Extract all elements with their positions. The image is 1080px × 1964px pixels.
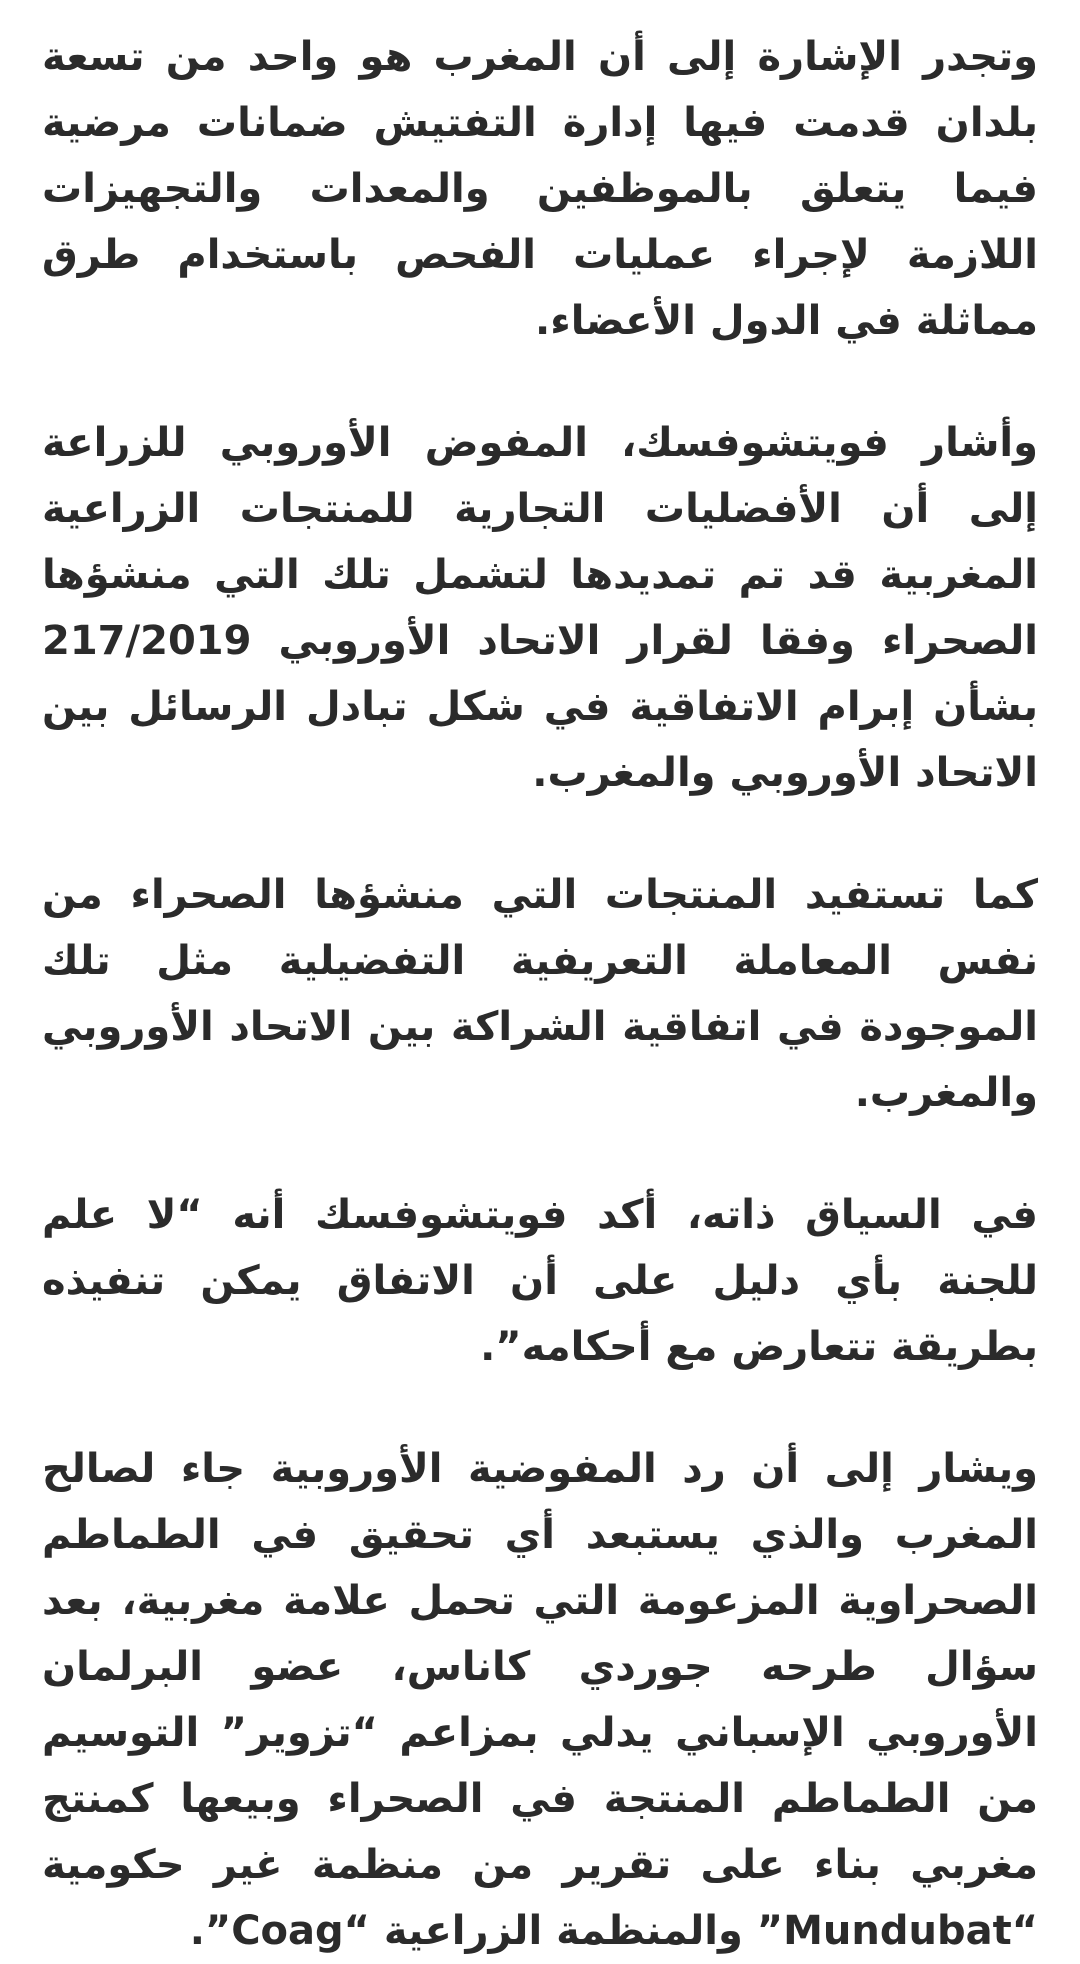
article-paragraph: كما تستفيد المنتجات التي منشؤها الصحراء من نفس المعاملة التعريفية التفضيلية مثل تلك الموجودة في اتفاقية الشراكة بين الاتحاد الأوروبي والمغرب.	[42, 872, 1038, 1116]
article-paragraph: ويشار إلى أن رد المفوضية الأوروبية جاء لصالح المغرب والذي يستبعد أي تحقيق في الطماطم الصحراوية المزعومة التي تحمل علامة مغربية، بعد سؤال طرحه جوردي كاناس، عضو البرلمان الأوروبي الإسباني يدلي بمزاعم “تزوير” التوسيم من الطماطم المنتجة في الصحراء وبيعها كمنتج مغربي بناء على تقرير من منظمة غير حكومية “Mundubat” والمنظمة الزراعية “Coag”.	[42, 1446, 1038, 1954]
article-body	[42, 24, 1038, 1964]
article-paragraph: وتجدر الإشارة إلى أن المغرب هو واحد من تسعة بلدان قدمت فيها إدارة التفتيش ضمانات مرضية فيما يتعلق بالموظفين والمعدات والتجهيزات اللازمة لإجراء عمليات الفحص باستخدام طرق مماثلة في الدول الأعضاء.	[42, 34, 1038, 344]
article-paragraph: في السياق ذاته، أكد فويتشوفسك أنه “لا علم للجنة بأي دليل على أن الاتفاق يمكن تنفيذه بطريقة تتعارض مع أحكامه”.	[42, 1192, 1038, 1370]
article-paragraph: وأشار فويتشوفسك، المفوض الأوروبي للزراعة إلى أن الأفضليات التجارية للمنتجات الزراعية المغربية قد تم تمديدها لتشمل تلك التي منشؤها الصحراء وفقا لقرار الاتحاد الأوروبي 217/2019 بشأن إبرام الاتفاقية في شكل تبادل الرسائل بين الاتحاد الأوروبي والمغرب.	[42, 420, 1038, 796]
